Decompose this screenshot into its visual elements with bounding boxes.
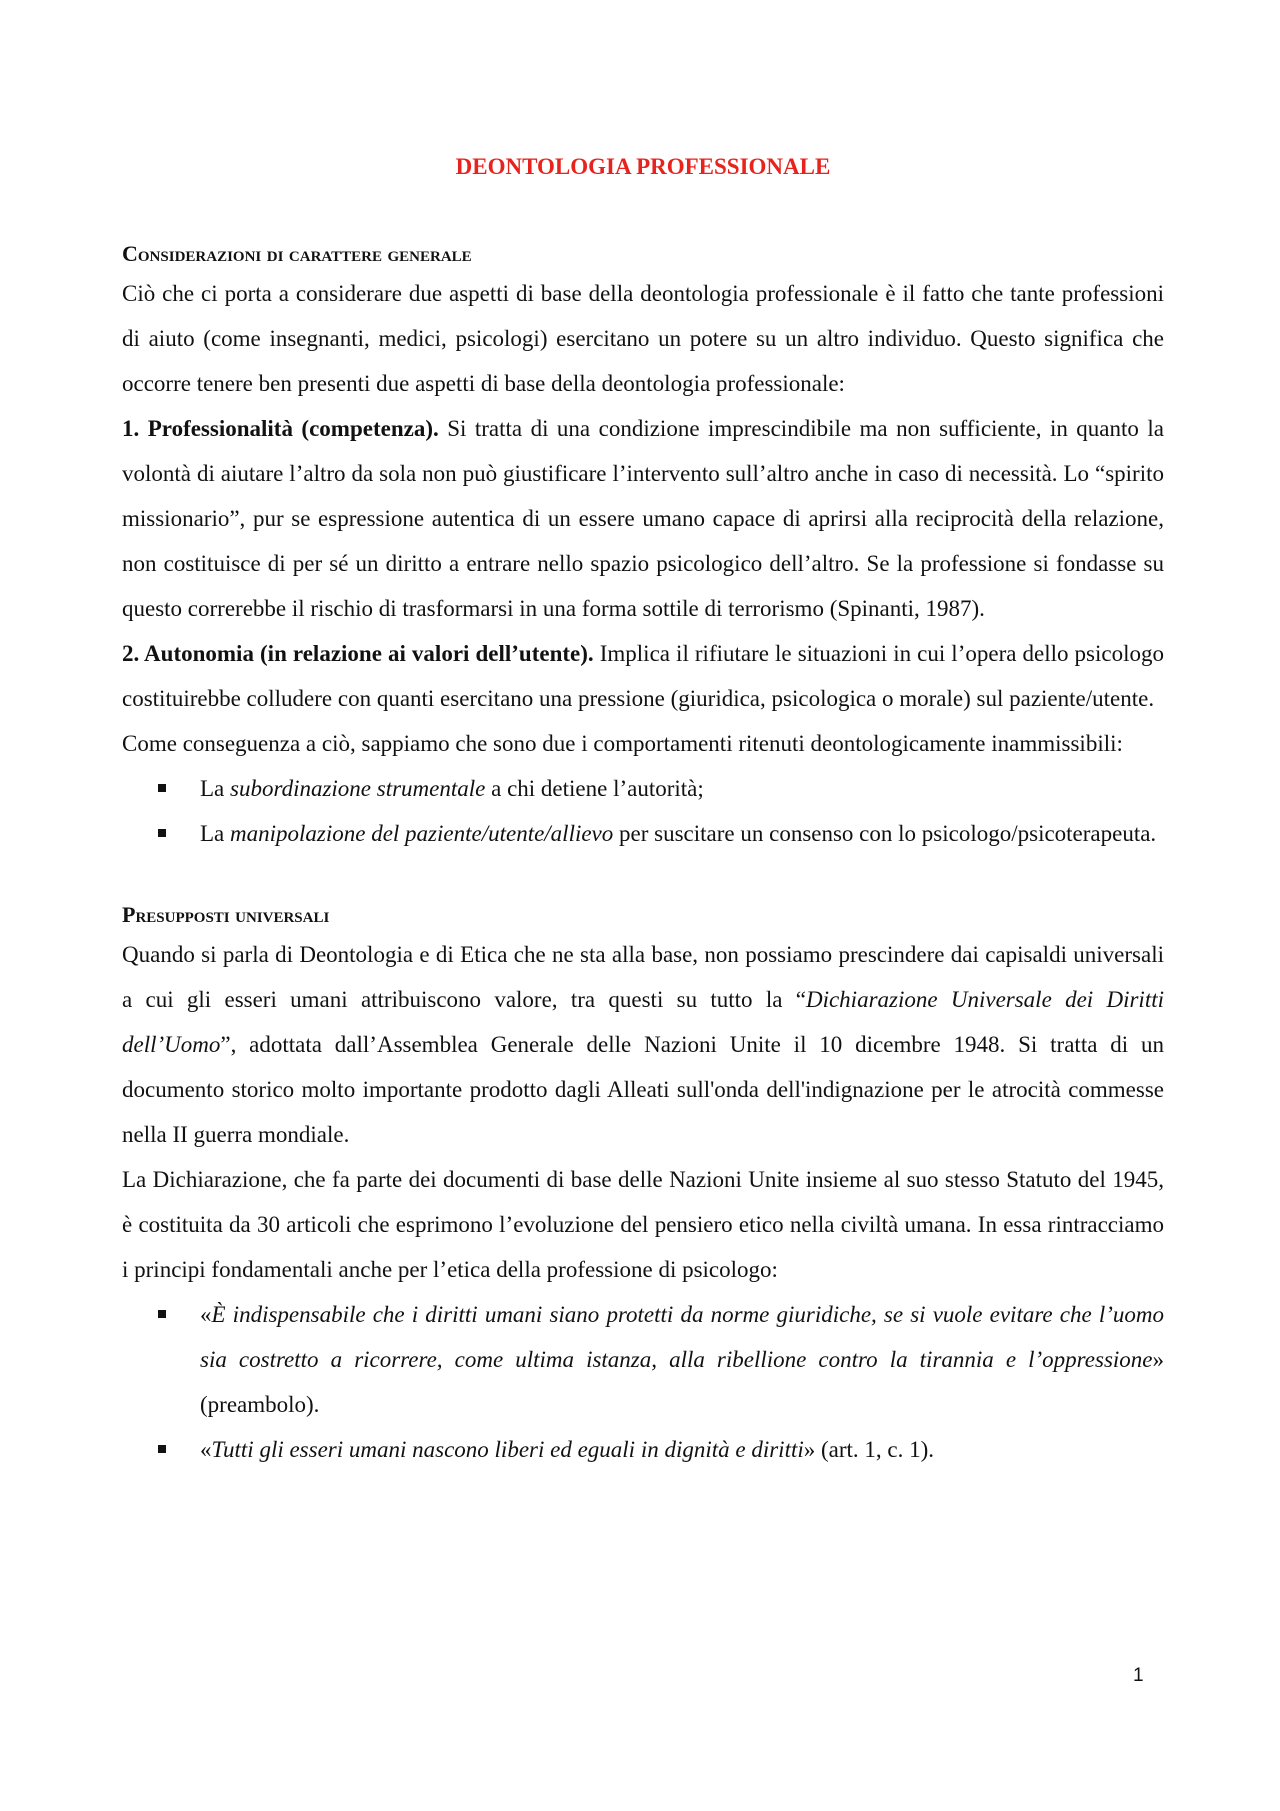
list-item: La subordinazione strumentale a chi detiene l’autorità; [200,766,1164,811]
inadmissible-behaviours-list [122,766,1164,856]
bullet-icon [158,1310,166,1318]
point-professionalita [122,406,1164,631]
declaration-details-paragraph: La Dichiarazione, che fa parte dei documenti di base delle Nazioni Unite insieme al suo stesso Statuto del 1945, è costituita da 30 articoli che esprimono l’evoluzione del pensiero etico nella civiltà umana. In essa rintracciamo i principi fondamentali anche per l’etica della professione di psicologo: [122,1167,1164,1282]
conclusion-paragraph: Come conseguenza a ciò, sappiamo che sono due i comportamenti ritenuti deontologicamente inammissibili: [122,731,1123,756]
page-content [122,150,1164,1472]
principles-list [122,1292,1164,1472]
bullet-icon [158,1445,166,1453]
bullet-icon [158,784,166,792]
list-item: «Tutti gli esseri umani nascono liberi ed eguali in dignità e diritti» (art. 1, c. 1). [200,1427,1164,1472]
point-1-title: 1. Professionalità (competenza). [122,416,439,441]
section-heading-general: Considerazioni di carattere generale [122,241,472,266]
page-number: 1 [1133,1665,1144,1686]
point-autonomia [122,631,1164,721]
section-spacer [122,856,1164,898]
section-heading-universal: Presupposti universali [122,902,330,927]
point-2-title: 2. Autonomia (in relazione ai valori dell’utente). [122,641,594,666]
point-2-text: Implica il rifiutare le situazioni in cui l’opera dello psicologo costituirebbe colludere con quanti esercitano una pressione (giuridica, psicologica o morale) sul paziente/utente. [122,641,1164,711]
list-item: «È indispensabile che i diritti umani siano protetti da norme giuridiche, se si vuole evitare che l’uomo sia costretto a ricorrere, come ultima istanza, alla ribellione contro la tirannia e l’oppressione» (preambolo). [200,1292,1164,1427]
point-1-text: Si tratta di una condizione imprescindibile ma non sufficiente, in quanto la volontà di aiutare l’altro da sola non può giustificare l’intervento sull’altro anche in caso di necessità. Lo “spirito missionario”, pur se espressione autentica di un essere umano capace di aprirsi alla reciprocità della relazione, non costituisce di per sé un diritto a entrare nello spazio psicologico dell’altro. Se la professione si fondasse su questo correrebbe il rischio di trasformarsi in una forma sottile di terrorismo (Spinanti, 1987). [122,416,1164,621]
list-item: La manipolazione del paziente/utente/allievo per suscitare un consenso con lo psicologo/psicoterapeuta. [200,811,1164,856]
intro-paragraph: Ciò che ci porta a considerare due aspetti di base della deontologia professionale è il fatto che tante professioni di aiuto (come insegnanti, medici, psicologi) esercitano un potere su un altro individuo. Questo significa che occorre tenere ben presenti due aspetti di base della deontologia professionale: [122,281,1164,396]
document-title: DEONTOLOGIA PROFESSIONALE [455,154,831,179]
bullet-icon [158,829,166,837]
declaration-paragraph: Quando si parla di Deontologia e di Etica che ne sta alla base, non possiamo prescindere dai capisaldi universali a cui gli esseri umani attribuiscono valore, tra questi su tutto la “Dichiarazione Universale dei Diritti dell’Uomo”, adottata dall’Assemblea Generale delle Nazioni Unite il 10 dicembre 1948. Si tratta di un documento storico molto importante prodotto dagli Alleati sull'onda dell'indignazione per le atrocità commesse nella II guerra mondiale. [122,942,1164,1147]
